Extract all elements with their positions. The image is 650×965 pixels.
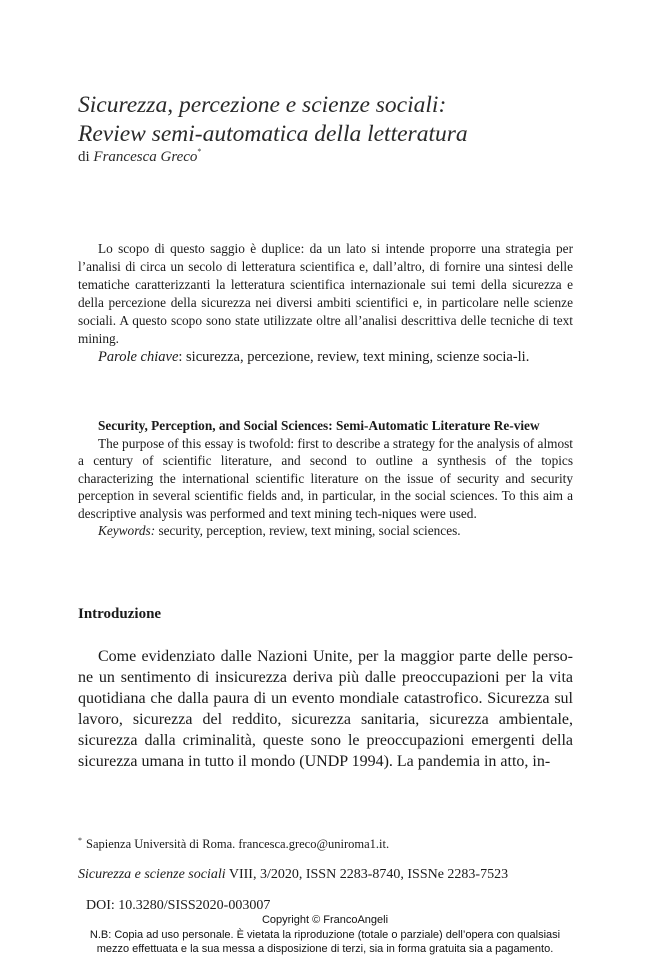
keywords-english xyxy=(78,522,573,540)
footnote xyxy=(78,836,389,852)
keywords-english-label: Keywords: xyxy=(98,523,156,538)
article-title-line1: Sicurezza, percezione e scienze sociali: xyxy=(78,92,447,118)
keywords-italian xyxy=(78,348,573,367)
body-paragraph-text: Come evidenziato dalle Nazioni Unite, per la maggior parte delle perso-ne un sentimento di insicurezza deriva più dalle preoccupazioni per la vita quotidiana che dalla paura di un evento mondiale catastrofico. Sicurezza sul lavoro, sicurezza del reddito, sicurezza sanitaria, sicurezza ambientale, sicurezza dalla criminalità, queste sono le preoccupazioni emergenti della sicurezza umana in tutto il mondo (UNDP 1994). La pandemia in atto, in- xyxy=(78,648,573,770)
abstract-english xyxy=(78,417,573,540)
abstract-italian-text: Lo scopo di questo saggio è duplice: da un lato si intende proporre una strategia per l’analisi di circa un secolo di letteratura scientifica e, dall’altro, di fornire una sintesi delle tematiche caratterizzanti la letteratura scientifica internazionale sui temi della sicurezza e della percezione della sicurezza nei diversi ambiti scientifici e, in particolare nelle scienze sociali. A questo scopo sono state utilizzate oltre all’analisi descrittiva delle tecniche di text mining. xyxy=(78,241,573,346)
footnote-marker: * xyxy=(197,147,202,156)
english-title: Security, Perception, and Social Sciences: Semi-Automatic Literature Re-view xyxy=(98,418,540,433)
author-line xyxy=(78,147,201,166)
copyright-line: Copyright © FrancoAngeli xyxy=(261,914,389,926)
keywords-italian-label: Parole chiave xyxy=(98,349,179,365)
author-prefix: di xyxy=(78,149,90,165)
journal-citation xyxy=(78,867,508,883)
keywords-english-text: security, perception, review, text mining, social sciences. xyxy=(155,523,461,538)
abstract-english-text: The purpose of this essay is twofold: first to describe a strategy for the analysis of almost a century of scientific literature, and second to outline a synthesis of the topics characterizing the international scientific literature on the issue of security and security perception in several scientific fields and, in particular, in the social sciences. To this aim a descriptive analysis was performed and text mining tech-niques were used. xyxy=(78,435,573,521)
author-name: Francesca Greco xyxy=(93,149,198,165)
footnote-text: Sapienza Università di Roma. francesca.greco@uniroma1.it. xyxy=(86,837,390,851)
copyright-notice-line1: N.B: Copia ad uso personale. È vietata la riproduzione (totale o parziale) dell’opera con qualsiasi xyxy=(89,929,561,941)
copyright-notice-line2: mezzo effettuata e la sua messa a disposizione di terzi, sia in forma gratuita sia a pagamento. xyxy=(96,943,554,955)
keywords-italian-text: : sicurezza, percezione, review, text mining, scienze socia-li. xyxy=(178,349,530,365)
abstract-italian xyxy=(78,240,573,367)
journal-details: VIII, 3/2020, ISSN 2283-8740, ISSNe 2283-7523 xyxy=(225,867,509,882)
doi: DOI: 10.3280/SISS2020-003007 xyxy=(86,898,271,913)
article-title-line2: Review semi-automatica della letteratura xyxy=(78,121,468,147)
journal-name: Sicurezza e scienze sociali xyxy=(78,867,226,882)
footnote-symbol: * xyxy=(78,836,82,845)
section-heading: Introduzione xyxy=(78,606,162,622)
body-paragraph xyxy=(78,646,573,772)
